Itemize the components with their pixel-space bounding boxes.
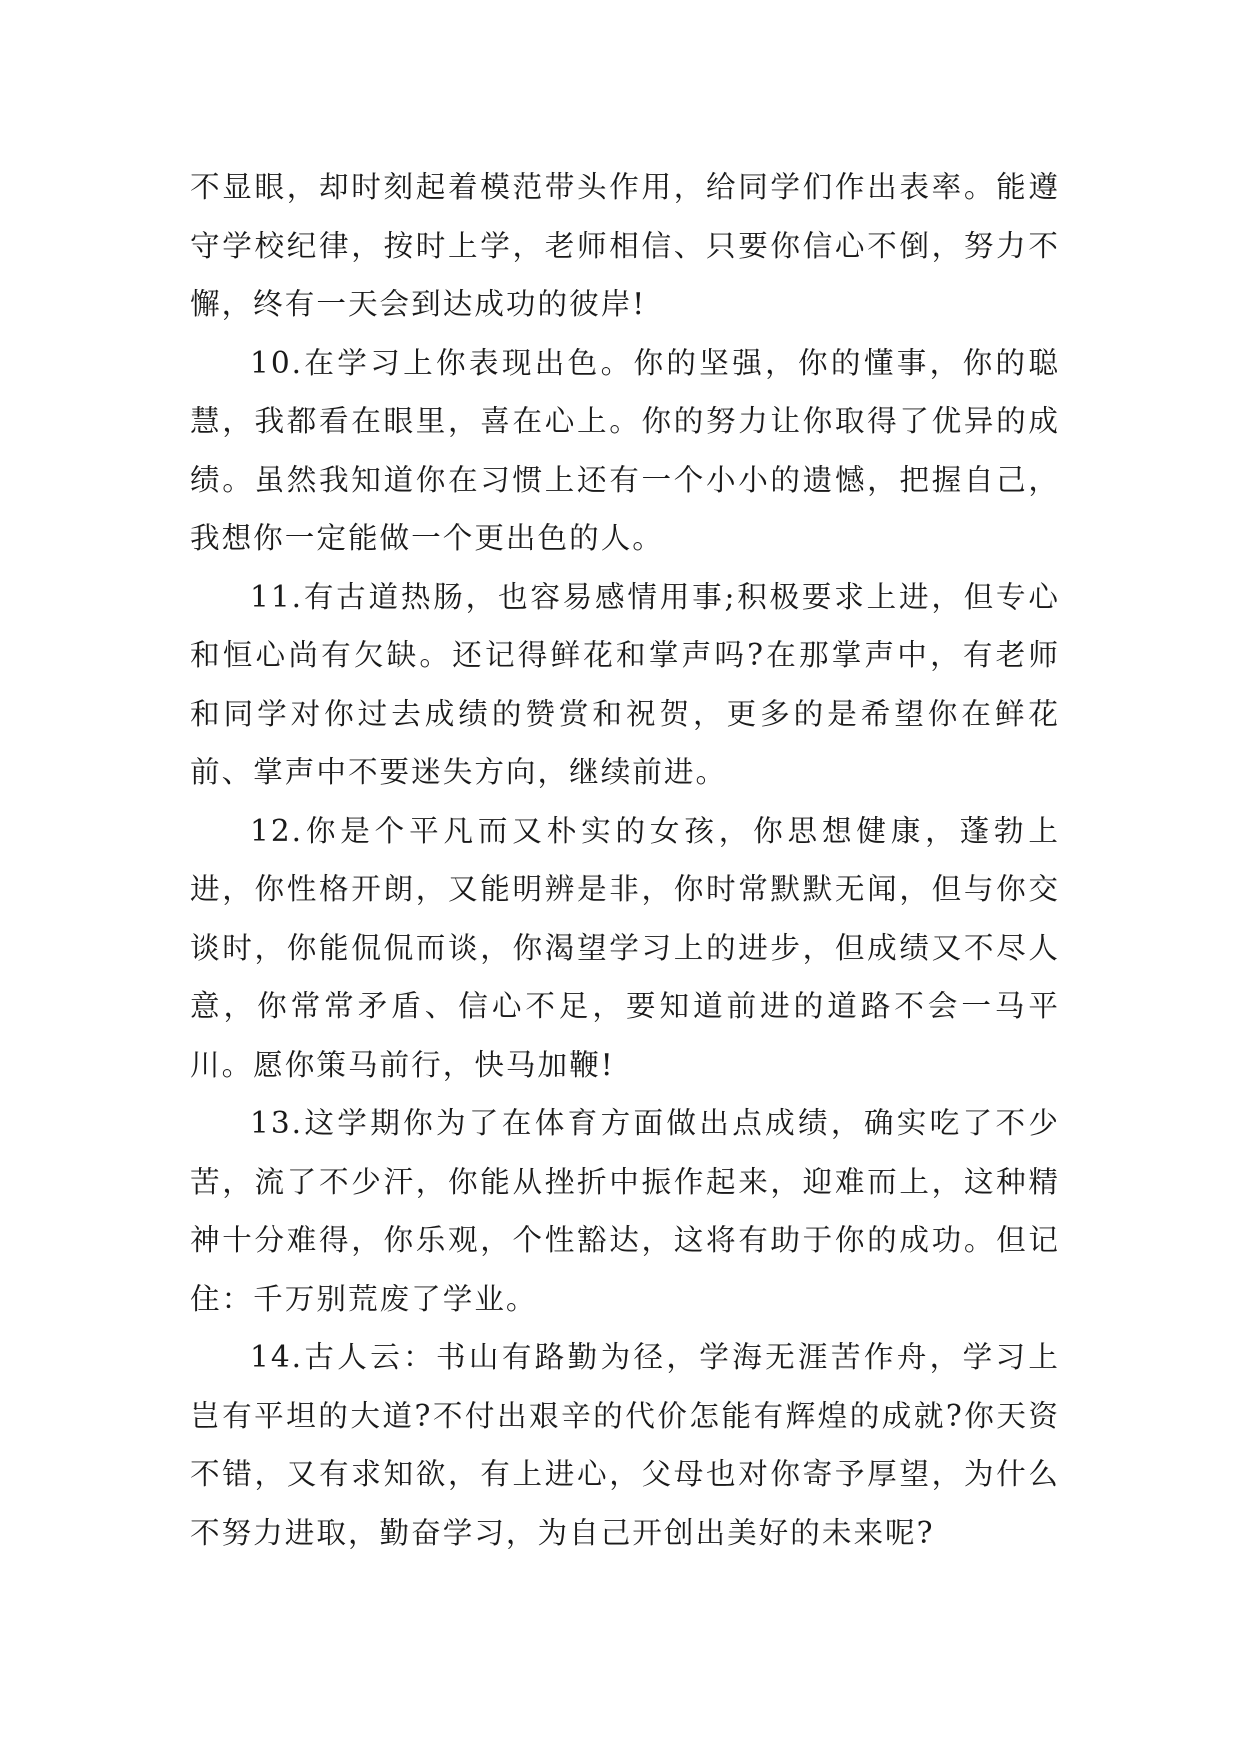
paragraph-item-11: 11.有古道热肠，也容易感情用事;积极要求上进，但专心和恒心尚有欠缺。还记得鲜花和掌声吗?在那掌声中，有老师和同学对你过去成绩的赞赏和祝贺，更多的是希望你在鲜花前、掌声中不要迷失方向，继续前进。 xyxy=(190,579,1060,789)
paragraph-continued: 不显眼，却时刻起着模范带头作用，给同学们作出表率。能遵守学校纪律，按时上学，老师相信、只要你信心不倒，努力不懈，终有一天会到达成功的彼岸! xyxy=(190,170,1060,321)
paragraph-item-13: 13.这学期你为了在体育方面做出点成绩，确实吃了不少苦，流了不少汗，你能从挫折中振作起来，迎难而上，这种精神十分难得，你乐观，个性豁达，这将有助于你的成功。但记住：千万别荒废了学业。 xyxy=(190,1106,1060,1316)
paragraph-item-12: 12.你是个平凡而又朴实的女孩，你思想健康，蓬勃上进，你性格开朗，又能明辨是非，你时常默默无闻，但与你交谈时，你能侃侃而谈，你渴望学习上的进步，但成绩又不尽人意，你常常矛盾、信心不足，要知道前进的道路不会一马平川。愿你策马前行，快马加鞭! xyxy=(190,813,1060,1082)
document-body xyxy=(190,158,1060,1562)
paragraph-item-10: 10.在学习上你表现出色。你的坚强，你的懂事，你的聪慧，我都看在眼里，喜在心上。你的努力让你取得了优异的成绩。虽然我知道你在习惯上还有一个小小的遗憾，把握自己，我想你一定能做一个更出色的人。 xyxy=(190,345,1060,555)
paragraph-item-14: 14.古人云：书山有路勤为径，学海无涯苦作舟，学习上岂有平坦的大道?不付出艰辛的代价怎能有辉煌的成就?你天资不错，又有求知欲，有上进心，父母也对你寄予厚望，为什么不努力进取，勤奋学习，为自己开创出美好的未来呢? xyxy=(190,1340,1060,1550)
